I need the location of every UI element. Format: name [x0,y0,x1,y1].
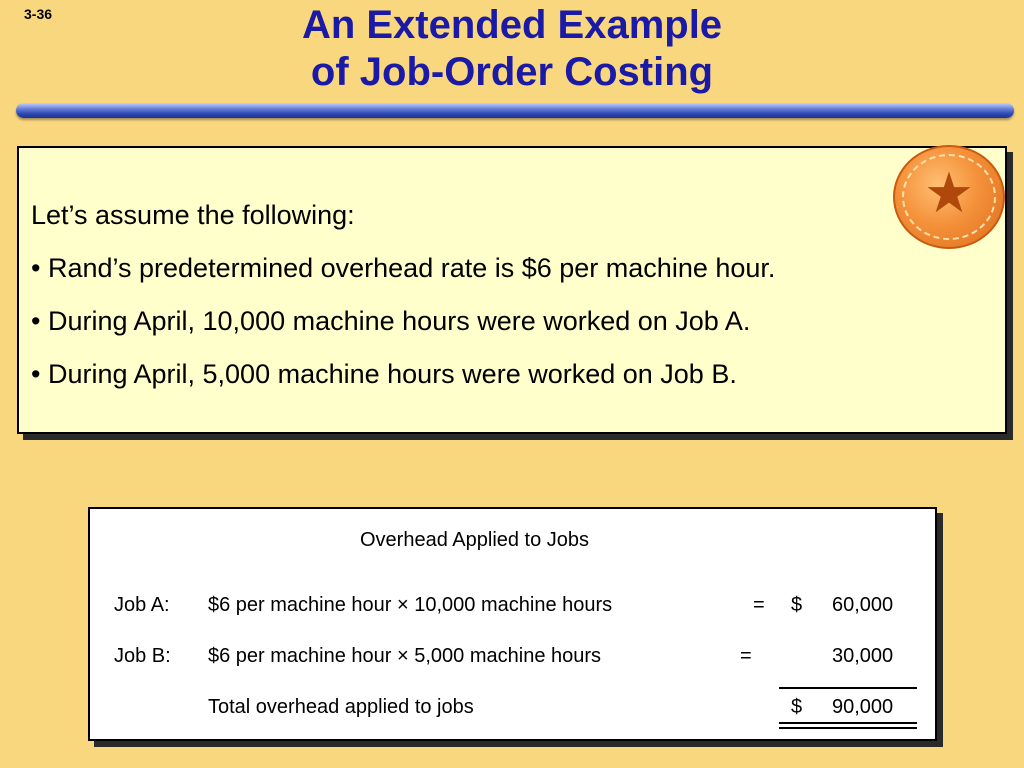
title-divider [16,103,1014,118]
row-b-description: $6 per machine hour × 5,000 machine hours [208,645,602,667]
overhead-table [88,507,937,741]
total-currency: $ [791,696,803,718]
total-amount: 90,000 [832,696,894,718]
star-icon: ★ [923,161,975,224]
title-line-1: An Extended Example [301,3,723,47]
table-heading: Overhead Applied to Jobs [360,529,590,551]
assumptions-box [17,146,1007,434]
star-medal-icon [893,145,1005,249]
title-line-2: of Job-Order Costing [310,50,714,94]
assumptions-intro: Let’s assume the following: [31,200,355,230]
row-a-amount: 60,000 [832,594,894,616]
assumption-bullet-2: • During April, 10,000 machine hours were worked on Job A. [31,306,751,336]
row-a-currency: $ [791,594,803,616]
slide-number: 3-36 [24,6,53,22]
slide-title [0,2,1024,96]
assumption-bullet-1: • Rand’s predetermined overhead rate is $6 per machine hour. [31,253,776,283]
subtotal-rule [779,687,917,689]
row-b-equals: = [740,645,752,667]
row-a-description: $6 per machine hour × 10,000 machine hours [208,594,613,616]
total-description: Total overhead applied to jobs [208,696,474,718]
row-b-label: Job B: [114,645,171,667]
row-a-label: Job A: [114,594,170,616]
assumption-bullet-3: • During April, 5,000 machine hours were worked on Job B. [31,359,737,389]
total-double-rule-bottom [779,727,917,729]
row-b-amount: 30,000 [832,645,894,667]
total-double-rule-top [779,722,917,724]
row-a-equals: = [753,594,765,616]
